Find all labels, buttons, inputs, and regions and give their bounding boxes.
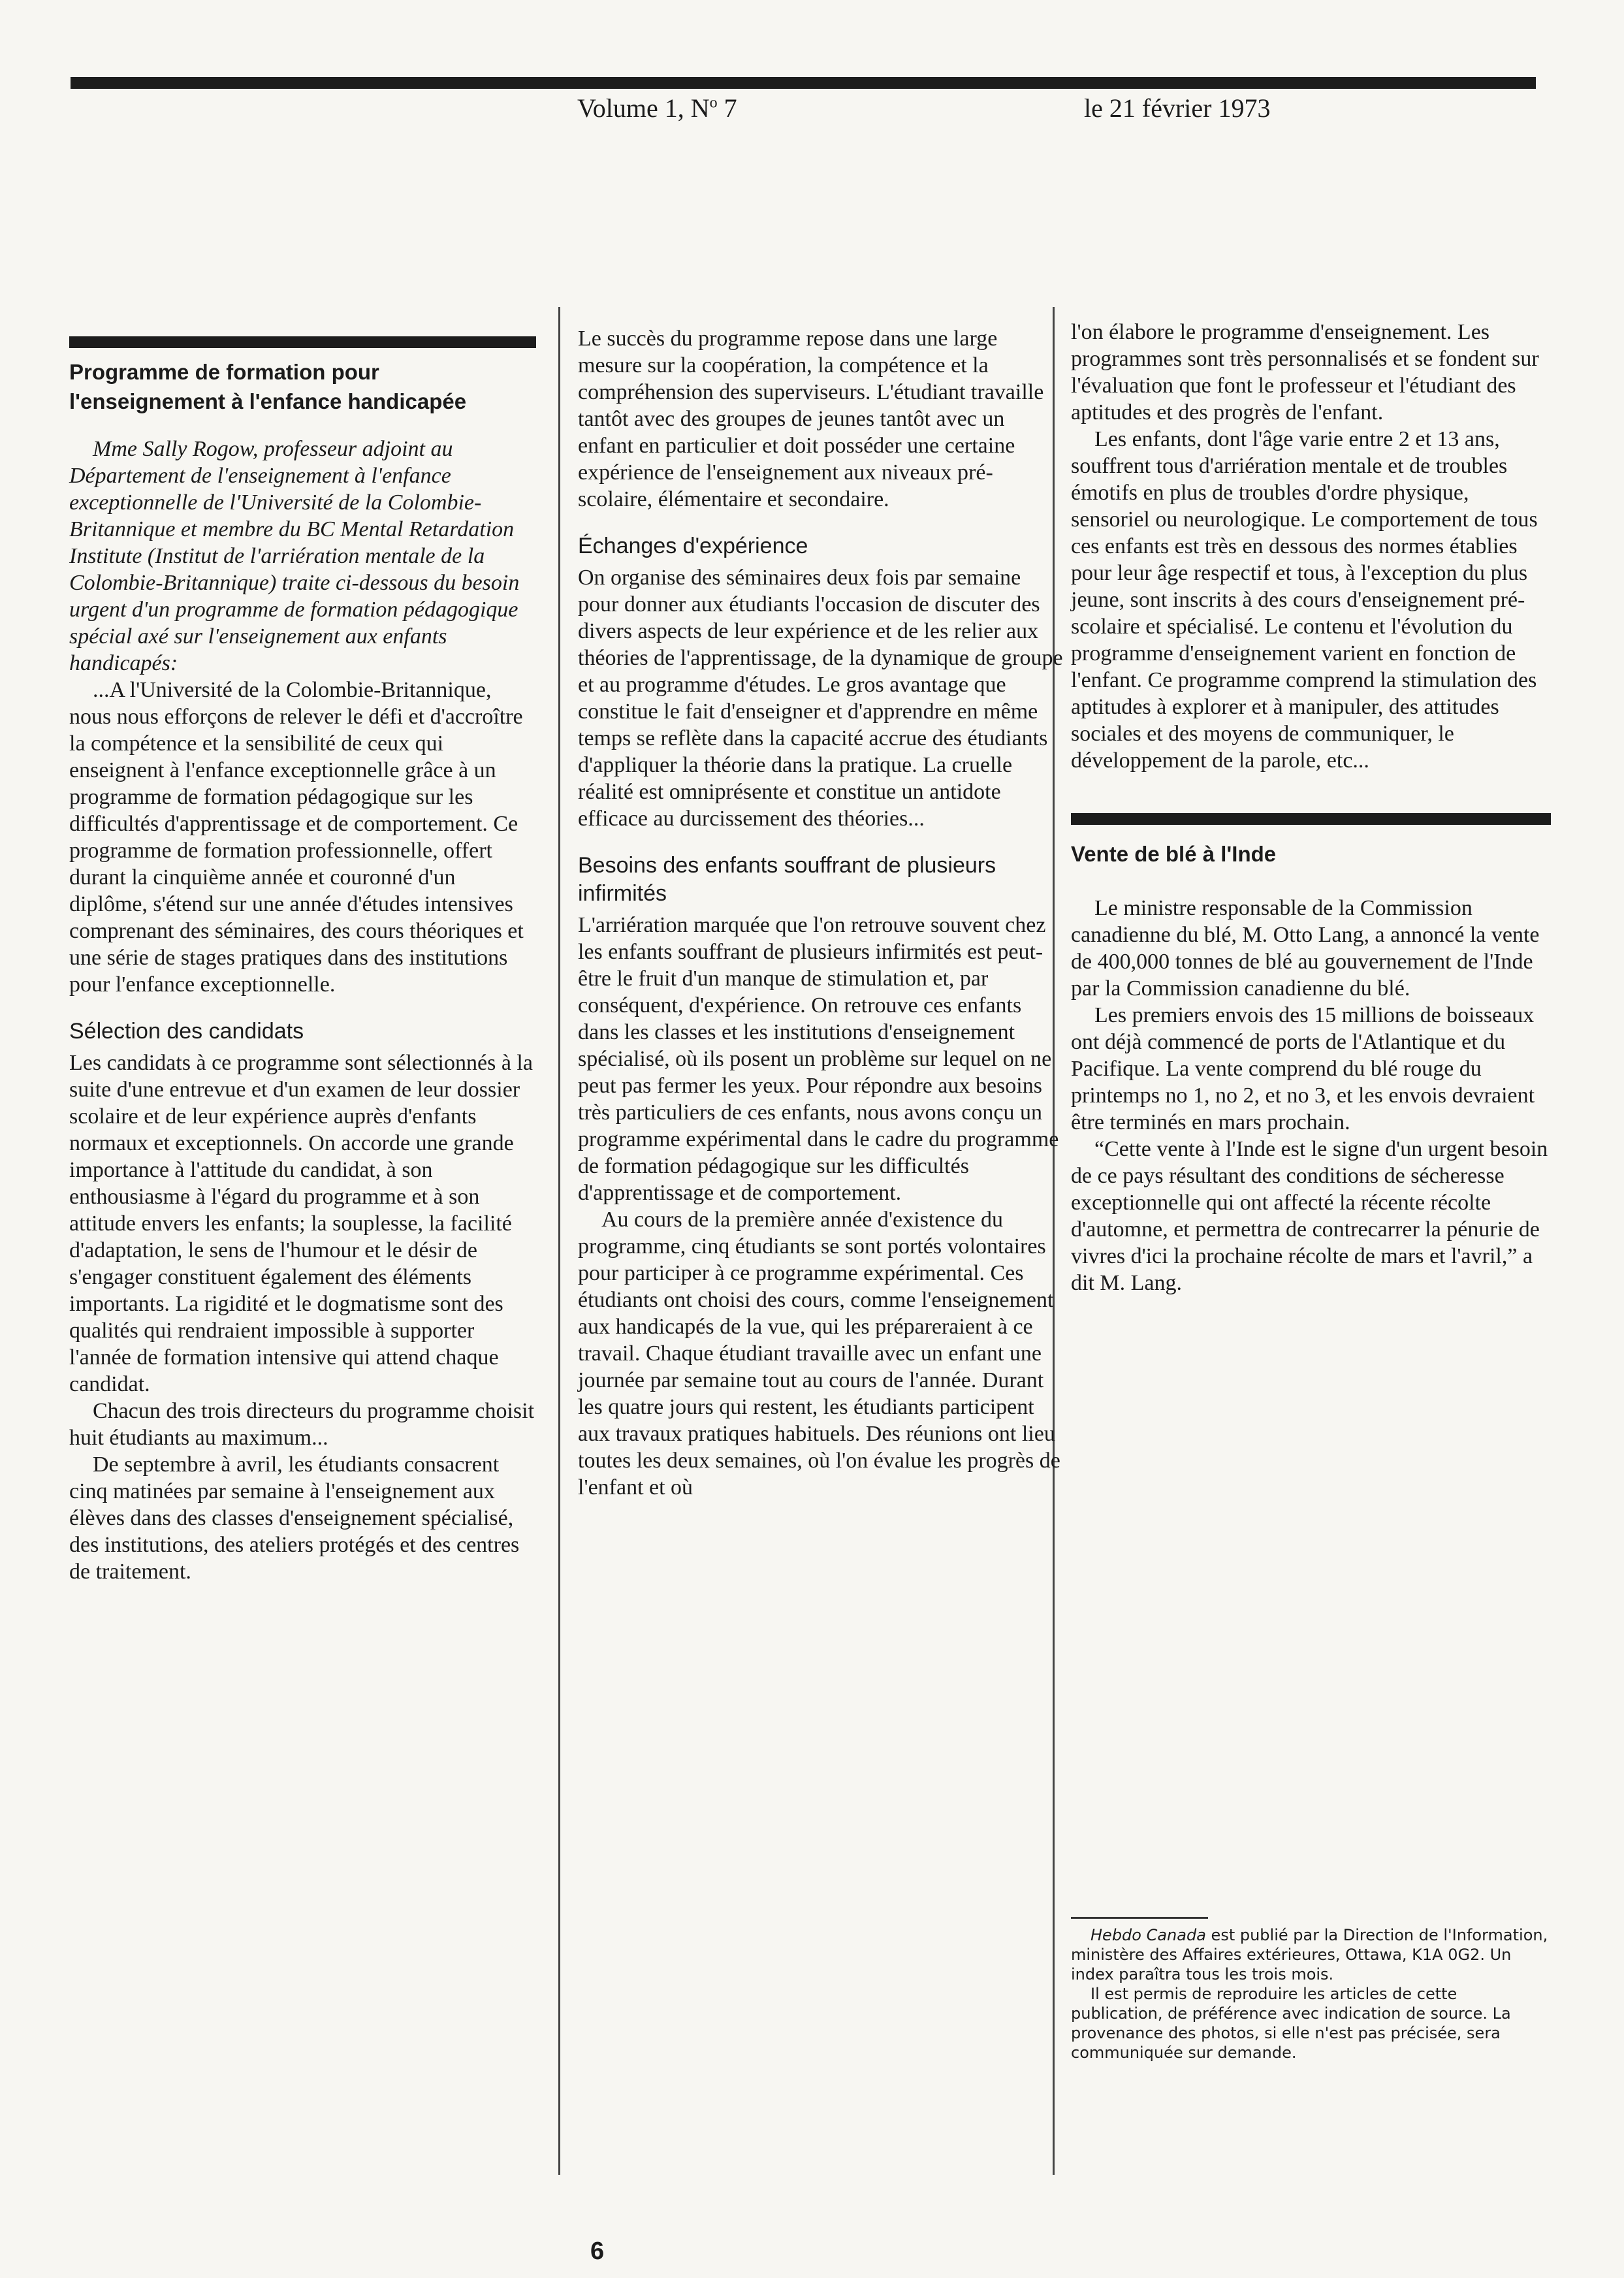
body-paragraph: De septembre à avril, les étudiants consacrent cinq matinées par semaine à l'enseignement aux élèves dans des classes d'enseignement spécialisé, des institutions, des ateliers protégés et des centres de traitement.	[69, 1452, 520, 1584]
body-paragraph: L'arriération marquée que l'on retrouve souvent chez les enfants souffrant de plusieurs infirmités est peut-être le fruit d'un manque de stimulation et, par conséquent, d'expérience. On retrouve ces enfants dans les classes et les institutions d'enseignement spécialisé, où ils posent un problème sur lequel on ne peut pas fermer les yeux. Pour répondre aux besoins très particuliers de ces enfants, nous avons conçu un programme expérimental dans le cadre du programme de formation pédagogique sur les difficultés d'apprentissage et de comportement.	[578, 913, 1059, 1205]
article-title: Vente de blé à l'Inde	[1071, 842, 1277, 866]
page-number: 6	[590, 2238, 605, 2265]
column-1	[69, 336, 536, 1585]
body-paragraph: Les premiers envois des 15 millions de boisseaux ont déjà commencé de ports de l'Atlantique et du Pacifique. La vente comprend du blé rouge du printemps no 1, no 2, et no 3, et les envois devraient être terminés en mars prochain.	[1071, 1003, 1535, 1134]
colophon	[1071, 1917, 1551, 2062]
body-paragraph: Les candidats à ce programme sont sélectionnés à la suite d'une entrevue et d'un examen de leur dossier scolaire et de leur expérience auprès d'enfants normaux et exceptionnels. On accorde une grande importance à l'attitude du candidat, à son enthousiasme à l'égard du programme et à son attitude envers les enfants; la souplesse, la facilité d'adaptation, le sens de l'humour et le désir de s'engager constituent également des éléments importants. La rigidité et le dogmatisme sont des qualités qui rendraient impossible à supporter l'année de formation intensive qui attend chaque candidat.	[69, 1051, 533, 1396]
body-paragraph: Le succès du programme repose dans une large mesure sur la coopération, la compétence et la compréhension des superviseurs. L'étudiant travaille tantôt avec des groupes de jeunes tantôt avec un enfant en particulier et doit posséder une certaine expérience de l'enseignement aux niveaux pré-scolaire, élémentaire et secondaire.	[578, 327, 1044, 511]
intro-paragraph: Mme Sally Rogow, professeur adjoint au Département de l'enseignement à l'enfance exceptionnelle de l'Université de la Colombie-Britannique et membre du BC Mental Retardation Institute (Institut de l'arriération mentale de la Colombie-Britannique) traite ci-dessous du besoin urgent d'un programme de formation pédagogique spécial axé sur l'enseignement aux enfants handicapés:	[69, 437, 520, 675]
colophon-rule	[1071, 1917, 1208, 1919]
body-paragraph: l'on élabore le programme d'enseignement. Les programmes sont très personnalisés et se fondent sur l'évaluation que font le professeur et l'étudiant des aptitudes et des progrès de l'enfant.	[1071, 320, 1539, 425]
body-paragraph: Les enfants, dont l'âge varie entre 2 et 13 ans, souffrent tous d'arriération mentale et de troubles émotifs en plus de troubles d'ordre physique, sensoriel ou neurologique. Le comportement de tous ces enfants est très en dessous des normes établies pour leur âge respectif et tous, à l'exception du plus jeune, sont inscrits à des cours d'enseignement pré-scolaire et spécialisé. Le contenu et l'évolution du programme d'enseignement varient en fonction de l'enfant. Ce programme comprend la stimulation des aptitudes à explorer et à manipuler, des attitudes sociales et des moyens de communiquer, le développement de la parole, etc...	[1071, 427, 1538, 773]
section-heading: Sélection des candidats	[69, 1019, 304, 1044]
body-paragraph: On organise des séminaires deux fois par semaine pour donner aux étudiants l'occasion de discuter des divers aspects de leur expérience et de les relier aux théories de l'apprentissage, de la dynamique de groupe et au programme d'études. Le gros avantage que constitue le fait d'enseigner et d'apprendre en même temps se reflète dans la capacité accrue des étudiants d'appliquer la théorie dans la pratique. La cruelle réalité est omniprésente et constitue un antidote efficace au durcissement des théories...	[578, 566, 1063, 831]
top-rule	[71, 77, 1536, 89]
body-paragraph: ...A l'Université de la Colombie-Britannique, nous nous efforçons de relever le défi et d'accroître la compétence et la sensibilité de ceux qui enseignent à l'enfance exceptionnelle grâce à un programme de formation pédagogique sur les difficultés d'apprentissage et de comportement. Ce programme de formation professionnelle, offert durant la cinquième année et couronné d'un diplôme, s'étend sur une année d'études intensives comprenant des séminaires, des cours théoriques et une série de stages pratiques dans des institutions pour l'enfance exceptionnelle.	[69, 678, 524, 997]
colophon-text: Hebdo Canada est publié par la Direction de l'Information, ministère des Affaires extérieures, Ottawa, K1A 0G2. Un index paraîtra tous les trois mois.	[1071, 1926, 1548, 1983]
body-paragraph: Le ministre responsable de la Commission canadienne du blé, M. Otto Lang, a annoncé la vente de 400,000 tonnes de blé au gouvernement de l'Inde par la Commission canadienne du blé.	[1071, 896, 1540, 1001]
column-2	[578, 325, 1064, 1501]
body-paragraph: Chacun des trois directeurs du programme choisit huit étudiants au maximum...	[69, 1399, 535, 1450]
article-rule	[1071, 813, 1551, 825]
section-heading: Échanges d'expérience	[578, 534, 808, 558]
article-title: Programme de formation pour l'enseignement à l'enfance handicapée	[69, 360, 467, 413]
issue-date: le 21 février 1973	[1084, 93, 1271, 123]
column-divider	[558, 307, 560, 2175]
volume-number: Volume 1, $N^o$ 7	[577, 93, 737, 123]
article-rule	[69, 336, 536, 348]
body-paragraph: Au cours de la première année d'existence du programme, cinq étudiants se sont portés volontaires pour participer à ce programme expérimental. Ces étudiants ont choisi des cours, comme l'enseignement aux handicapés de la vue, qui les prépareraient à ce travail. Chaque étudiant travaille avec un enfant une journée par semaine tout au cours de l'année. Durant les quatre jours qui restent, les étudiants participent aux travaux pratiques habituels. Des réunions ont lieu toutes les deux semaines, où l'on évalue les progrès de l'enfant et où	[578, 1208, 1060, 1500]
body-paragraph: “Cette vente à l'Inde est le signe d'un urgent besoin de ce pays résultant des conditions de sécheresse exceptionnelle qui ont affecté la récente récolte d'automne, et permettra de contrecarrer la pénurie de vivres d'ici la prochaine récolte de mars et l'avril,” a dit M. Lang.	[1071, 1137, 1548, 1295]
section-heading: Besoins des enfants souffrant de plusieurs infirmités	[578, 853, 996, 906]
colophon-text: Il est permis de reproduire les articles de cette publication, de préférence avec indication de source. La provenance des photos, si elle n'est pas précisée, sera communiquée sur demande.	[1071, 1985, 1511, 2062]
column-3	[1071, 319, 1551, 1296]
